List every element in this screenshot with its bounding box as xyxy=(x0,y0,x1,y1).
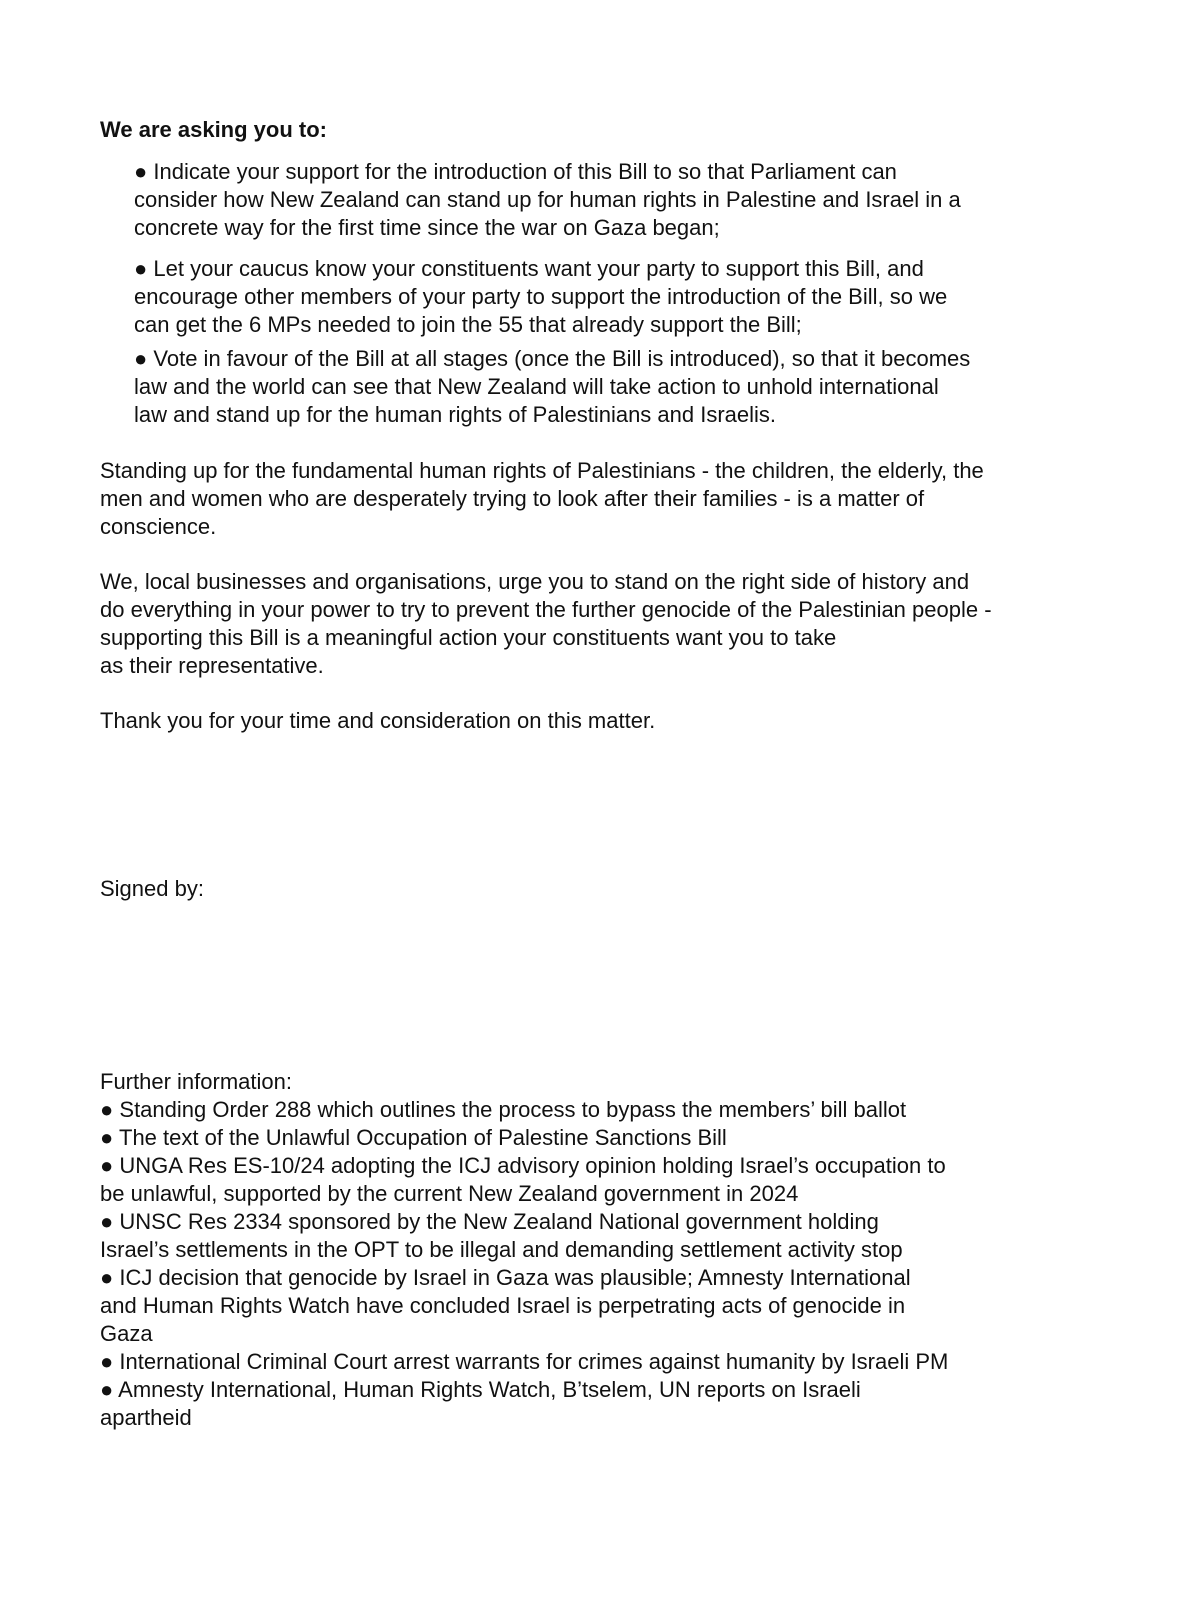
further-information-line: ● ICJ decision that genocide by Israel in Gaza was plausible; Amnesty International xyxy=(100,1265,911,1290)
paragraph-human-rights xyxy=(100,457,1080,541)
further-information-line: ● Standing Order 288 which outlines the process to bypass the members’ bill ballot xyxy=(100,1097,907,1122)
request-item-support-introduction xyxy=(134,158,1054,242)
request-line: law and the world can see that New Zealand will take action to unhold international xyxy=(134,374,939,399)
request-line: consider how New Zealand can stand up for human rights in Palestine and Israel in a xyxy=(134,187,961,212)
request-line: concrete way for the first time since the war on Gaza began; xyxy=(134,215,720,240)
further-information-line: ● Amnesty International, Human Rights Watch, B’tselem, UN reports on Israeli xyxy=(100,1377,861,1402)
request-line: ● Indicate your support for the introduction of this Bill to so that Parliament can xyxy=(134,159,897,184)
further-information-line: ● UNGA Res ES-10/24 adopting the ICJ advisory opinion holding Israel’s occupation to xyxy=(100,1153,946,1178)
request-line: encourage other members of your party to support the introduction of the Bill, so we xyxy=(134,284,948,309)
further-information-line: Gaza xyxy=(100,1321,153,1346)
further-information-line: ● UNSC Res 2334 sponsored by the New Zealand National government holding xyxy=(100,1209,879,1234)
request-line: can get the 6 MPs needed to join the 55 that already support the Bill; xyxy=(134,312,802,337)
asking-heading: We are asking you to: xyxy=(100,117,327,142)
paragraph-urge xyxy=(100,568,1080,680)
further-information-line: and Human Rights Watch have concluded Israel is perpetrating acts of genocide in xyxy=(100,1293,906,1318)
further-information-line: Israel’s settlements in the OPT to be illegal and demanding settlement activity stop xyxy=(100,1237,903,1262)
request-item-caucus xyxy=(134,255,1054,339)
paragraph-line: We, local businesses and organisations, urge you to stand on the right side of history and xyxy=(100,569,970,594)
paragraph-line: conscience. xyxy=(100,514,217,539)
paragraph-line: do everything in your power to try to prevent the further genocide of the Palestinian people - xyxy=(100,597,992,622)
further-information-line: ● International Criminal Court arrest warrants for crimes against humanity by Israeli PM xyxy=(100,1349,949,1374)
paragraph-line: Thank you for your time and consideration on this matter. xyxy=(100,708,656,733)
request-line: ● Let your caucus know your constituents want your party to support this Bill, and xyxy=(134,256,924,281)
further-information-line: ● The text of the Unlawful Occupation of Palestine Sanctions Bill xyxy=(100,1125,727,1150)
request-line: law and stand up for the human rights of Palestinians and Israelis. xyxy=(134,402,777,427)
paragraph-thank-you xyxy=(100,707,1080,735)
paragraph-line: as their representative. xyxy=(100,653,324,678)
paragraph-line: supporting this Bill is a meaningful action your constituents want you to take xyxy=(100,625,837,650)
further-information-line: be unlawful, supported by the current New Zealand government in 2024 xyxy=(100,1181,799,1206)
request-item-vote xyxy=(134,345,1054,429)
paragraph-line: Standing up for the fundamental human rights of Palestinians - the children, the elderly, the xyxy=(100,458,984,483)
further-information-line: apartheid xyxy=(100,1405,192,1430)
further-information-list xyxy=(100,1068,1080,1432)
request-line: ● Vote in favour of the Bill at all stages (once the Bill is introduced), so that it becomes xyxy=(134,346,971,371)
further-information-title: Further information: xyxy=(100,1069,292,1094)
paragraph-line: men and women who are desperately trying to look after their families - is a matter of xyxy=(100,486,925,511)
signed-by-label: Signed by: xyxy=(100,876,204,901)
